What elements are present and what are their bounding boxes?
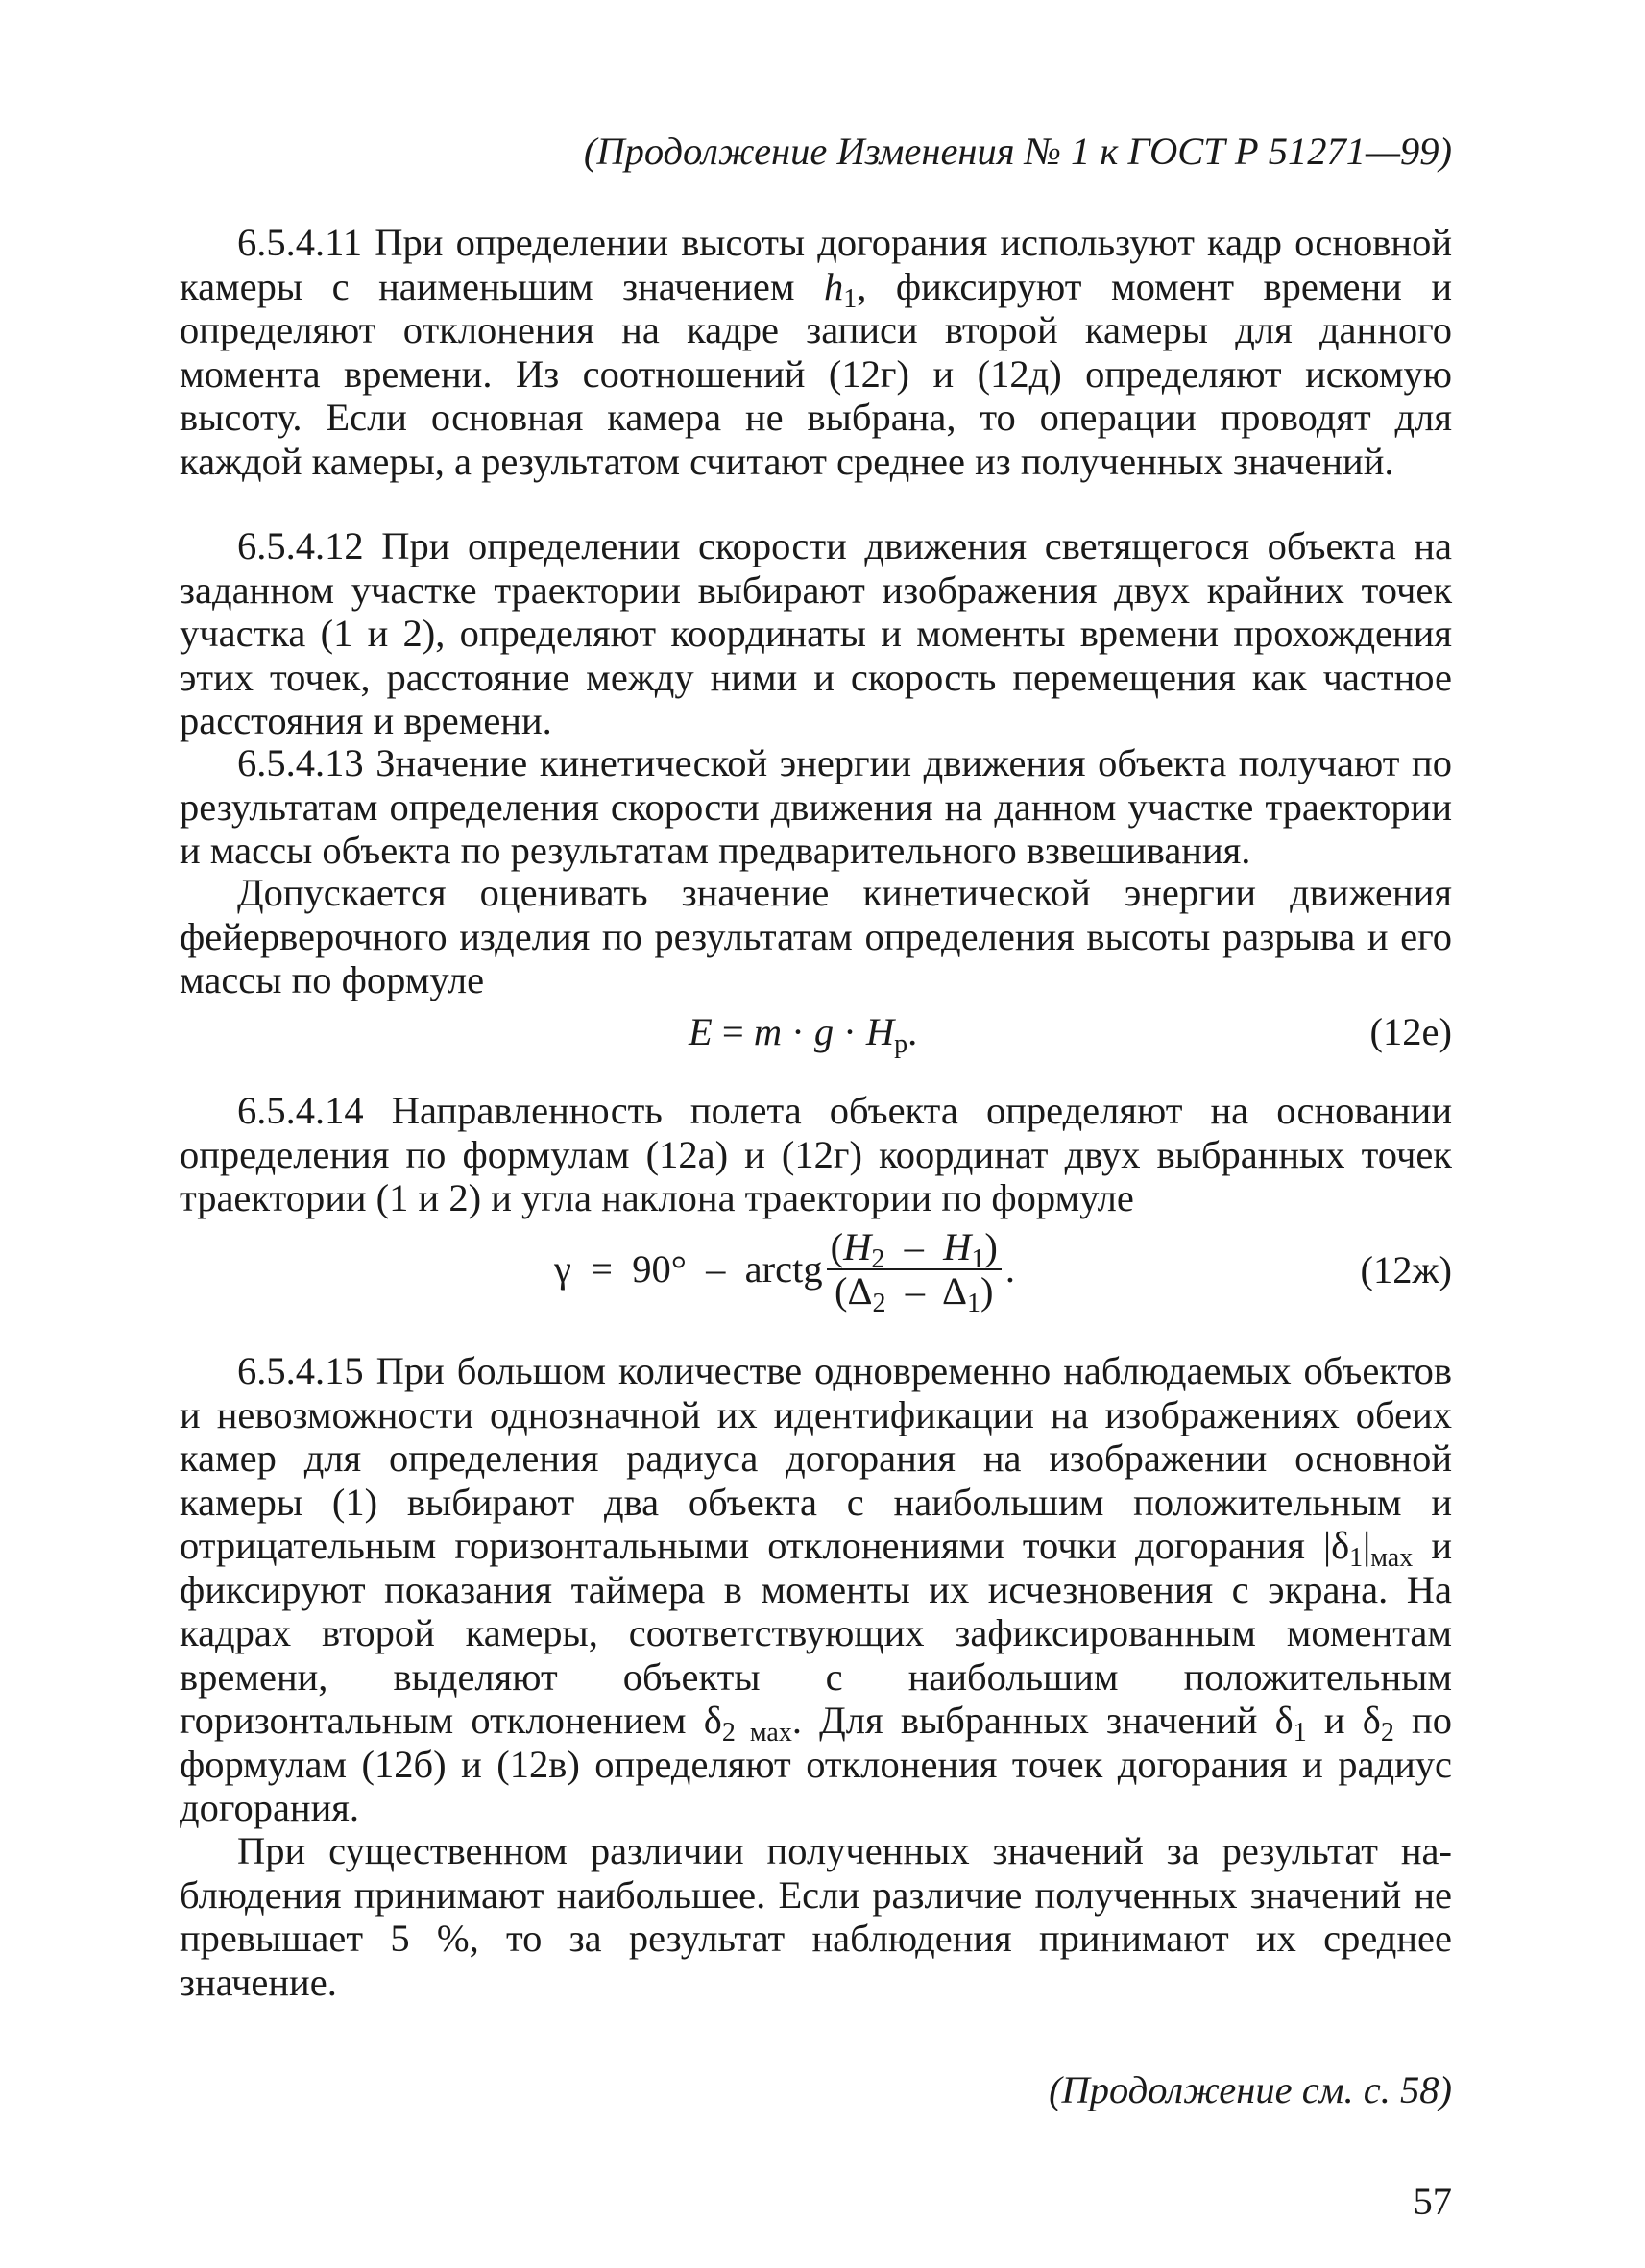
paren: ) [980, 1269, 994, 1313]
paragraph-6-5-4-13: 6.5.4.13 Значение кинетической энергии движения объекта получают по результатам определения скорости движения на данном участке траектории и массы объекта по результатам предварительного взвешивания. [180, 741, 1452, 872]
formula-operator: · [782, 1010, 814, 1053]
formula-symbol: m [753, 1010, 783, 1053]
paragraph-result-selection: При существенном различии полученных значений за результат наблюдения принимают наибольшее. Если различие полученных значений не превышает 5 %, то за результат наблюдения принимают их среднее значение. [180, 1829, 1452, 2004]
formula-symbol: H [865, 1010, 895, 1053]
formula-fraction [827, 1225, 1002, 1318]
paragraph-6-5-4-12: 6.5.4.12 При определении скорости движения светящегося объекта на заданном участке траектории выбирают изображения двух крайних точек участка (1 и 2), определяют координаты и моменты времени прохождения этих точек, расстояние между ними и скорость перемещения как частное расстояния и времени. [180, 524, 1452, 742]
equation-number: (12е) [1369, 1010, 1452, 1053]
variable-h: h [823, 264, 844, 308]
formula-lhs: γ = 90° – arctg [554, 1247, 823, 1291]
formula-subscript: 2 [871, 1244, 885, 1274]
paragraph-text: по формулам (12б) и (12в) определяют отклонения точек догорания и радиус догорания. [180, 1699, 1452, 1829]
formula-symbol: g [813, 1010, 835, 1053]
paragraph-text: . Для выбранных значений δ [791, 1699, 1294, 1742]
formula-symbol: H [943, 1225, 972, 1268]
formula-operator: – [884, 1225, 944, 1268]
formula-symbol: (Δ [834, 1269, 873, 1313]
formula-expression [689, 1010, 918, 1059]
paragraph-6-5-4-11 [180, 221, 1452, 483]
formula-symbol: H [843, 1225, 872, 1268]
formula-operator: = [712, 1010, 754, 1053]
formula-punctuation: . [907, 1010, 918, 1053]
paragraph-text: и фиксируют показания таймера в моменты их исчезновения с экрана. На кадрах второй камеры, соответствующих зафиксированным моментам времени, выделяют объекты с наибольшим положительным горизонтальным отклонением δ [180, 1524, 1452, 1742]
paragraph-6-5-4-14: 6.5.4.14 Направленность полета объекта определяют на основании определения по формулам (12а) и (12г) координат двух выбранных точек траектории (1 и 2) и угла наклона траектории по формуле [180, 1089, 1452, 1219]
page-number: 57 [1413, 2180, 1452, 2223]
formula-operator: · [834, 1010, 866, 1053]
variable-subscript: 1 [843, 283, 858, 314]
formula-subscript: 2 [872, 1289, 886, 1318]
formula-subscript: 1 [971, 1244, 985, 1274]
formula-subscript: 1 [1349, 1543, 1364, 1573]
formula-symbol: | [1363, 1524, 1371, 1567]
formula-symbol: |δ [1322, 1524, 1350, 1567]
formula-12zh [180, 1221, 1452, 1327]
formula-expression [554, 1221, 1015, 1317]
formula-12e [180, 1002, 1452, 1060]
formula-subscript: 2 мах [721, 1718, 792, 1748]
formula-subscript: мах [1370, 1543, 1414, 1573]
equation-number: (12ж) [1360, 1248, 1452, 1291]
paragraph-text: и δ [1306, 1699, 1381, 1742]
formula-punctuation: . [1004, 1247, 1015, 1291]
page-header-continuation: (Продолжение Изменения № 1 к ГОСТ Р 51271—99) [583, 130, 1452, 173]
footer-continuation: (Продолжение см. с. 58) [1049, 2068, 1452, 2111]
formula-symbol: E [689, 1010, 713, 1053]
formula-subscript: 1 [1293, 1718, 1307, 1748]
paragraph-text: , фиксируют момент времени и определяют отклонения на кадре записи второй камеры для данного момента времени. Из соотношений (12г) и (12д) определяют искомую высоту. Если основная камера не выбрана, то операции проводят для каждой камеры, а результатом считают среднее из полученных значений. [180, 264, 1452, 483]
fraction-numerator [827, 1225, 1002, 1274]
paren: ( [830, 1225, 844, 1268]
paragraph-text: 6.5.4.15 При большом количестве одновременно наблюдаемых объектов и невозможности однозначной их идентификации на изображениях обеих камер для определения радиуса догорания на изображении основной камеры (1) выбирают два объекта с наибольшим положительным и отрицательным горизонтальными отклонениями точки догорания [180, 1349, 1452, 1567]
fraction-denominator [831, 1269, 998, 1318]
formula-subscript: 1 [967, 1289, 981, 1318]
formula-subscript: 2 [1380, 1718, 1394, 1748]
paren: ) [984, 1225, 998, 1268]
formula-subscript: р [894, 1029, 908, 1059]
formula-operator: – Δ [885, 1269, 968, 1313]
paragraph-text: 6.5.4.11 При определении высоты догорания используют кадр основной камеры с наименьшим значением [180, 221, 1452, 308]
paragraph-6-5-4-15 [180, 1349, 1452, 1830]
paragraph-kinetic-energy-estimate: Допускается оценивать значение кинетической энергии движения фейерверочного изделия по результатам определения высоты разрыва и его массы по формуле [180, 871, 1452, 1001]
